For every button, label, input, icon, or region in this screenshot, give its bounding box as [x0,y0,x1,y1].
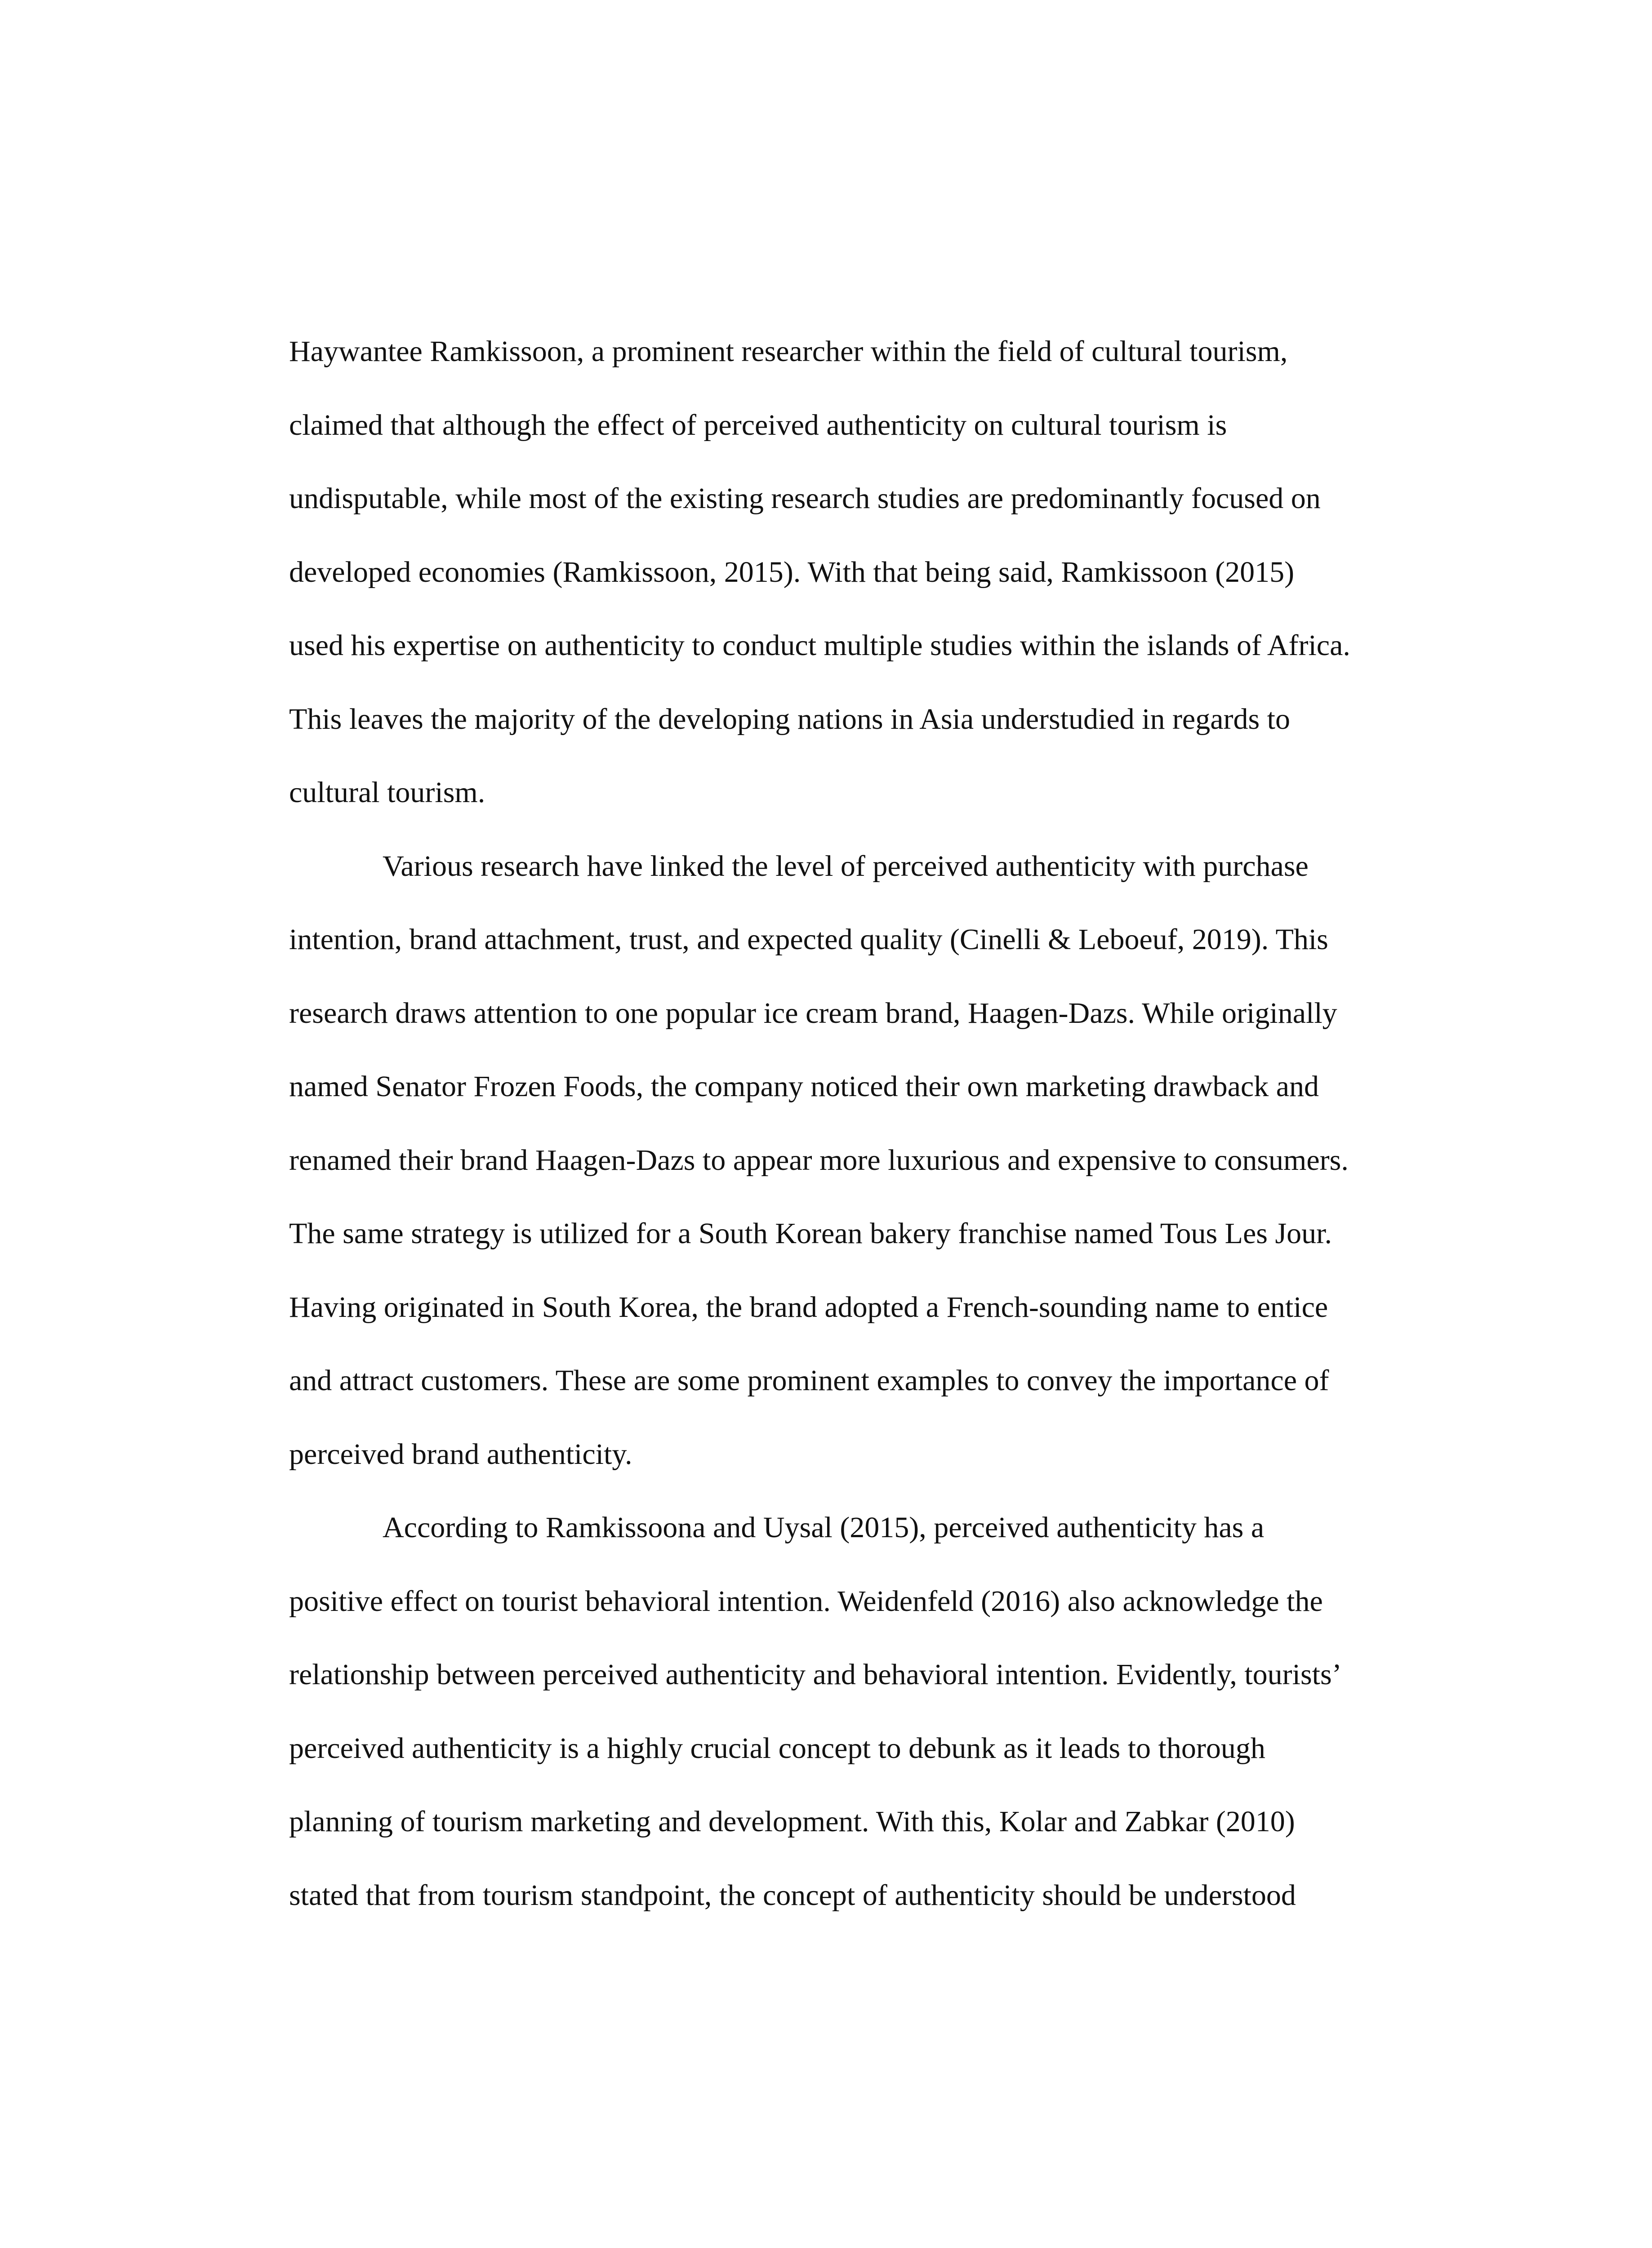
paragraph-1 [289,315,1440,830]
text-line: perceived authenticity is a highly crucial concept to debunk as it leads to thorough [289,1731,1265,1765]
text-line: used his expertise on authenticity to conduct multiple studies within the islands of Africa. [289,629,1350,662]
text-line: cultural tourism. [289,776,485,809]
text-line: Haywantee Ramkissoon, a prominent researcher within the field of cultural tourism, [289,335,1288,368]
text-line: Having originated in South Korea, the brand adopted a French-sounding name to entice [289,1290,1328,1324]
text-line: The same strategy is utilized for a South Korean bakery franchise named Tous Les Jour. [289,1217,1332,1250]
text-line: and attract customers. These are some prominent examples to convey the importance of [289,1364,1329,1397]
text-line: planning of tourism marketing and development. With this, Kolar and Zabkar (2010) [289,1805,1295,1838]
text-line: research draws attention to one popular ice cream brand, Haagen-Dazs. While originally [289,996,1337,1030]
text-line: developed economies (Ramkissoon, 2015). With that being said, Ramkissoon (2015) [289,555,1295,589]
text-line: intention, brand attachment, trust, and expected quality (Cinelli & Leboeuf, 2019). This [289,923,1328,956]
text-line: perceived brand authenticity. [289,1437,632,1471]
text-line: According to Ramkissoona and Uysal (2015), perceived authenticity has a [383,1511,1265,1544]
text-line: claimed that although the effect of perceived authenticity on cultural tourism is [289,408,1227,442]
paragraph-2 [289,830,1440,1491]
text-line: named Senator Frozen Foods, the company noticed their own marketing drawback and [289,1070,1319,1103]
text-line: stated that from tourism standpoint, the concept of authenticity should be understood [289,1878,1296,1912]
text-line: positive effect on tourist behavioral intention. Weidenfeld (2016) also acknowledge the [289,1584,1323,1618]
body-text [289,315,1440,1932]
text-line: renamed their brand Haagen-Dazs to appear more luxurious and expensive to consumers. [289,1143,1349,1177]
text-line: undisputable, while most of the existing research studies are predominantly focused on [289,482,1321,515]
text-line: relationship between perceived authenticity and behavioral intention. Evidently, tourists’ [289,1658,1342,1691]
text-line: Various research have linked the level of perceived authenticity with purchase [383,849,1309,883]
text-line: This leaves the majority of the developing nations in Asia understudied in regards to [289,702,1291,736]
paragraph-3 [289,1491,1440,1932]
